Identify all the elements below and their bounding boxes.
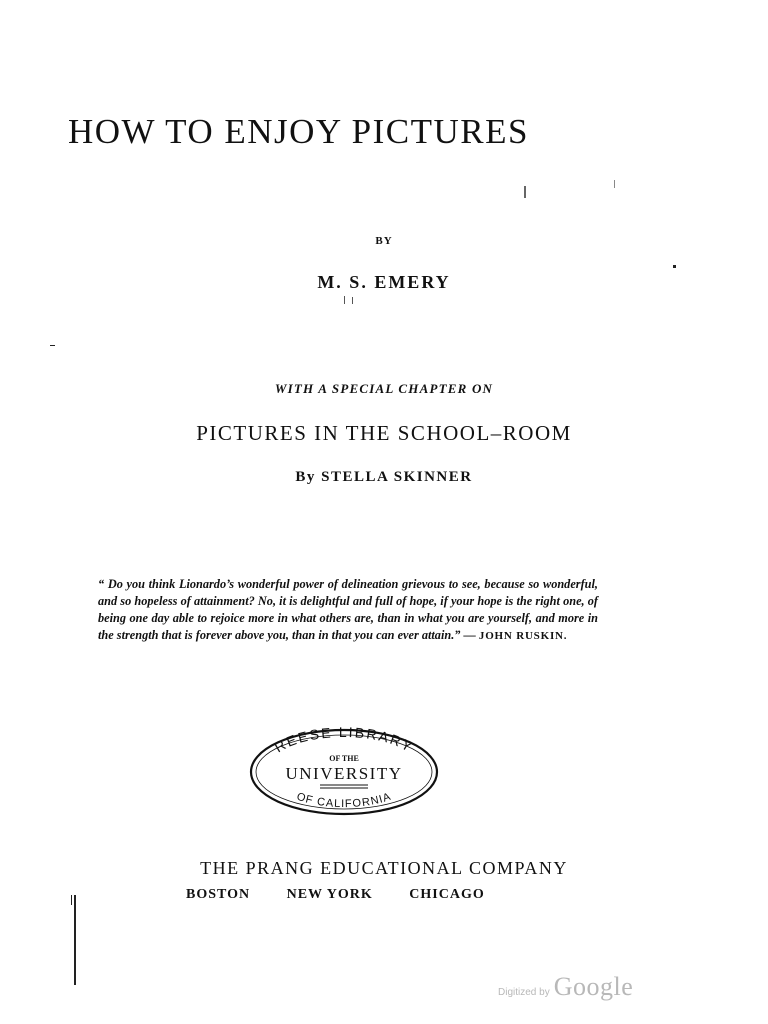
city-new-york: NEW YORK [286, 887, 373, 902]
city-boston: BOSTON [186, 887, 251, 902]
chapter-author: By STELLA SKINNER [295, 469, 473, 485]
stamp-middle-text: UNIVERSITY [285, 764, 403, 783]
stamp-top-text: REESE LIBRARY [271, 727, 417, 756]
google-watermark [498, 972, 633, 1002]
scan-speck [614, 180, 615, 188]
stamp-middle-small-text: OF THE [329, 754, 359, 763]
quote-text: “ Do you think Lionardo’s wonderful power of delineation grievous to see, because so wonderful, and so hopeless of attainment? No, it is delightful and full of hope, if your hope is the right one, of being one day able to rejoice more in what others are, than in what you are yourself, and more in the strength that is forever above you, than in that you can ever attain.” — [98, 577, 598, 642]
scan-speck [524, 186, 526, 198]
publisher-cities [186, 887, 485, 903]
book-title: HOW TO ENJOY PICTURES [68, 112, 529, 151]
scan-edge-line [71, 895, 72, 905]
publisher-name: THE PRANG EDUCATIONAL COMPANY [200, 858, 568, 878]
svg-text:REESE LIBRARY [272, 727, 417, 755]
svg-text:OF CALIFORNIA [295, 791, 393, 811]
stamp-bottom-text: OF CALIFORNIA [295, 790, 393, 811]
city-chicago: CHICAGO [409, 887, 485, 902]
epigraph-quote [98, 576, 598, 645]
quote-author: JOHN RUSKIN. [478, 630, 568, 642]
watermark-prefix: Digitized by [498, 987, 550, 998]
scan-edge-line [74, 895, 76, 985]
author-name: M. S. EMERY [317, 272, 451, 292]
library-stamp [248, 727, 440, 817]
scan-speck [50, 345, 55, 346]
scan-speck [344, 296, 345, 304]
google-logo: Google [553, 972, 634, 1001]
scan-speck [673, 265, 676, 268]
scan-speck [352, 297, 353, 304]
chapter-subtitle: PICTURES IN THE SCHOOL–ROOM [196, 421, 572, 445]
special-chapter-label: WITH A SPECIAL CHAPTER ON [274, 381, 494, 396]
by-label: BY [375, 235, 393, 247]
